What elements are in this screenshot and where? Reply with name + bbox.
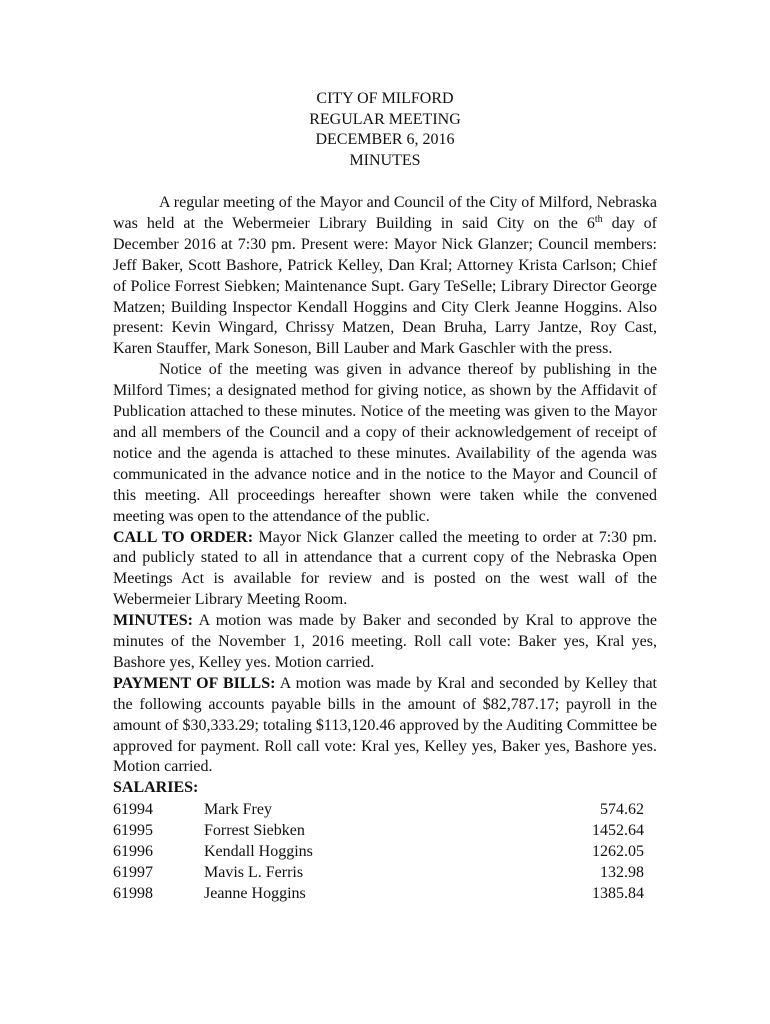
- salary-row: [113, 862, 657, 883]
- intro-text-2: day of December 2016 at 7:30 pm. Present were: Mayor Nick Glanzer; Council members: Jeff Baker, Scott Bashore, Patrick Kelley, Dan Kral; Attorney Krista Carlson; Chief of Police Forrest Siebken; Maintenance Supt. Gary TeSelle; Library Director George Matzen; Building Inspector Kendall Hoggins and City Clerk Jeanne Hoggins. Also present: Kevin Wingard, Chrissy Matzen, Dean Bruha, Larry Jantze, Roy Cast, Karen Stauffer, Mark Soneson, Bill Lauber and Mark Gaschler with the press.: [113, 214, 657, 358]
- notice-paragraph: Notice of the meeting was given in advance thereof by publishing in the Milford Times; a designated method for giving notice, as shown by the Affidavit of Publication attached to these minutes. Notice of the meeting was given to the Mayor and all members of the Council and a copy of their acknowledgement of receipt of notice and the agenda is attached to these minutes. Availability of the agenda was communicated in the advance notice and in the notice to the Mayor and Council of this meeting. All proceedings hereafter shown were taken while the convened meeting was open to the attendance of the public.: [113, 361, 657, 525]
- salary-check-number: 61998: [113, 885, 153, 903]
- salary-check-number: 61996: [113, 843, 153, 861]
- payment-text: A motion was made by Kral and seconded by Kelley that the following accounts payable bills in the amount of $82,787.17; payroll in the amount of $30,333.29; totaling $113,120.46 approved by the Auditing Committee be approved for payment. Roll call vote: Kral yes, Kelley yes, Baker yes, Bashore yes. Motion carried.: [113, 674, 658, 776]
- header-meeting-type: REGULAR MEETING: [309, 110, 461, 128]
- salary-payee: Forrest Siebken: [204, 822, 305, 840]
- salary-check-number: 61994: [113, 801, 153, 819]
- intro-paragraph: [113, 193, 657, 360]
- header-city: CITY OF MILFORD: [316, 90, 454, 107]
- salary-payee: Mark Frey: [204, 801, 272, 819]
- payment-heading: PAYMENT OF BILLS:: [113, 674, 276, 692]
- salary-row: [113, 820, 657, 841]
- document-body: [113, 193, 657, 904]
- header-title: MINUTES: [349, 151, 421, 169]
- salaries-heading: SALARIES:: [113, 779, 199, 797]
- header-date: DECEMBER 6, 2016: [315, 131, 455, 148]
- salary-row: [113, 883, 657, 904]
- minutes-heading: MINUTES:: [113, 612, 194, 630]
- minutes-text: A motion was made by Baker and seconded by Kral to approve the minutes of the November 1, 2016 meeting. Roll call vote: Baker yes, Kral yes, Bashore yes, Kelley yes. Motion carried.: [113, 612, 657, 671]
- salary-amount: 1385.84: [592, 885, 644, 903]
- intro-text-1: A regular meeting of the Mayor and Council of the City of Milford, Nebraska was held at the Webermeier Library Building in said City on the 6: [113, 194, 657, 232]
- salaries-list: [113, 799, 657, 904]
- salary-amount: 132.98: [600, 864, 644, 882]
- salary-check-number: 61997: [113, 864, 153, 882]
- salary-amount: 1262.05: [592, 843, 644, 861]
- salary-payee: Jeanne Hoggins: [204, 885, 306, 903]
- call-to-order-text: Mayor Nick Glanzer called the meeting to order at 7:30 pm. and publicly stated to all in attendance that a current copy of the Nebraska Open Meetings Act is available for review and is posted on the west wall of the Webermeier Library Meeting Room.: [113, 528, 658, 609]
- payment-section: [113, 674, 657, 779]
- minutes-section: [113, 611, 657, 674]
- salary-amount: 574.62: [600, 801, 644, 819]
- salary-check-number: 61995: [113, 822, 153, 840]
- salary-payee: Mavis L. Ferris: [204, 864, 304, 882]
- salary-payee: Kendall Hoggins: [204, 843, 313, 861]
- salary-row: [113, 799, 657, 820]
- salary-amount: 1452.64: [592, 822, 644, 840]
- intro-superscript: th: [594, 213, 603, 225]
- call-to-order-heading: CALL TO ORDER:: [113, 528, 254, 546]
- call-to-order-section: [113, 528, 657, 612]
- document-header: [0, 89, 770, 171]
- salary-row: [113, 841, 657, 862]
